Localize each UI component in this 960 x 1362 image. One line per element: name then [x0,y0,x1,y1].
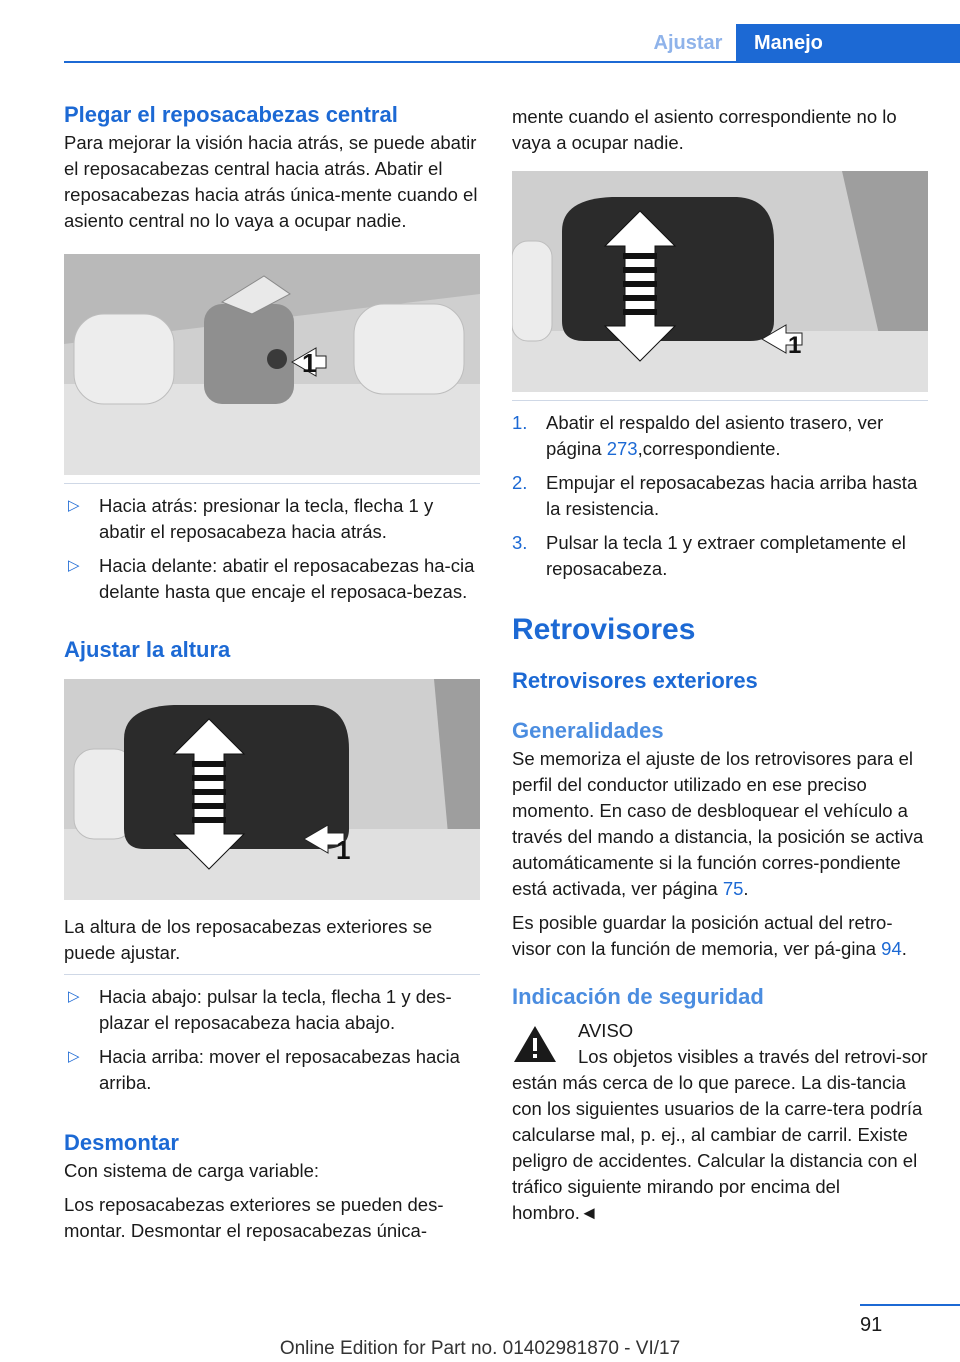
divider [64,974,480,975]
list-item: ▷ Hacia abajo: pulsar la tecla, flecha 1 y des‐plazar el reposacabeza hacia abajo. [68,986,452,1033]
paragraph-generalidades-1: Se memoriza el ajuste de los retrovisores para el perfil del conductor utilizado en ese preciso momento. En caso de desbloquear el vehículo a través del mando a distancia, la posición se activa automáticamente si la función corres‐pondiente está activada, ver página 75. [512,748,924,899]
heading-seguridad: Indicación de seguridad [512,984,764,1009]
heading-altura: Ajustar la altura [64,637,231,662]
page-link-75[interactable]: 75 [722,878,744,899]
bullet-list-altura [64,984,480,1096]
figure-callout: 1 [302,348,317,378]
list-item: 1. Abatir el respaldo del asiento trasero, ver página 273,correspondiente. [512,412,884,459]
heading-desmontar: Desmontar [64,1130,179,1155]
figure-callout: 1 [788,332,802,359]
figure-height-adjust [64,679,480,900]
triangle-bullet-icon: ▷ [68,557,80,574]
page-link-94[interactable]: 94 [881,938,902,959]
page-number: 91 [860,1314,883,1336]
heading-plegar: Plegar el reposacabezas central [64,102,398,127]
list-item: ▷ Hacia arriba: mover el reposacabezas hacia arriba. [68,1046,460,1093]
triangle-bullet-icon: ▷ [68,988,80,1005]
footer-edition: Online Edition for Part no. 01402981870 - VI/17 [279,1338,681,1359]
paragraph-generalidades-2: Es posible guardar la posición actual del retro‐visor con la función de memoria, ver pá‐gina 94. [512,912,907,959]
heading-retrovisores: Retrovisores [512,613,696,646]
bullet-list-plegar [64,493,480,605]
divider [512,400,928,401]
list-item: 2. Empujar el reposacabezas hacia arriba hasta la resistencia. [512,472,918,519]
figure-center-headrest [64,254,480,475]
steps-list [512,410,928,582]
right-column [512,104,928,1226]
figure-remove-headrest [512,171,928,392]
divider [64,483,480,484]
warning-triangle-icon [512,1024,558,1064]
triangle-bullet-icon: ▷ [68,1048,80,1065]
paragraph-continuation: mente cuando el asiento correspondiente no lo vaya a ocupar nadie. [512,106,897,153]
tab-ajustar[interactable]: Ajustar [653,32,723,54]
warning-block [512,1018,928,1226]
list-item: 3. Pulsar la tecla 1 y extraer completamente el reposacabeza. [512,532,906,579]
warning-text: Los objetos visibles a través del retrovi‐sor están más cerca de lo que parece. La dis‐tancia con los siguientes usuarios de la carre‐tera podría calcularse mal, p. ej., al cambiar de carril. Existe peligro de accidentes. Calcular la distancia con el tráfico siguiente mirando por encima del hombro.◄ [512,1046,928,1223]
triangle-bullet-icon: ▷ [68,497,80,514]
heading-generalidades: Generalidades [512,718,664,743]
paragraph-altura: La altura de los reposacabezas exteriores se puede ajustar. [64,916,433,963]
paragraph-plegar: Para mejorar la visión hacia atrás, se puede abatir el reposacabezas central hacia atrás. Abatir el reposacabezas hacia atrás única‐mente cuando el asiento central no lo vaya a ocupar nadie. [64,132,478,231]
warning-title: AVISO [578,1020,634,1041]
paragraph-desmontar-1: Con sistema de carga variable: [64,1160,320,1181]
heading-retrovisores-exteriores: Retrovisores exteriores [512,668,758,693]
list-item: ▷ Hacia atrás: presionar la tecla, flecha 1 y abatir el reposacabeza hacia atrás. [68,495,434,542]
left-column [64,100,480,1244]
footer-rule [860,1304,960,1306]
figure-callout: 1 [336,835,351,865]
paragraph-desmontar-2: Los reposacabezas exteriores se pueden des‐montar. Desmontar el reposacabezas única‐ [64,1194,444,1241]
page-link-273[interactable]: 273 [606,438,638,459]
list-item: ▷ Hacia delante: abatir el reposacabezas ha‐cia delante hasta que encaje el reposaca‐bezas. [68,555,475,602]
tab-manejo[interactable]: Manejo [736,24,960,62]
